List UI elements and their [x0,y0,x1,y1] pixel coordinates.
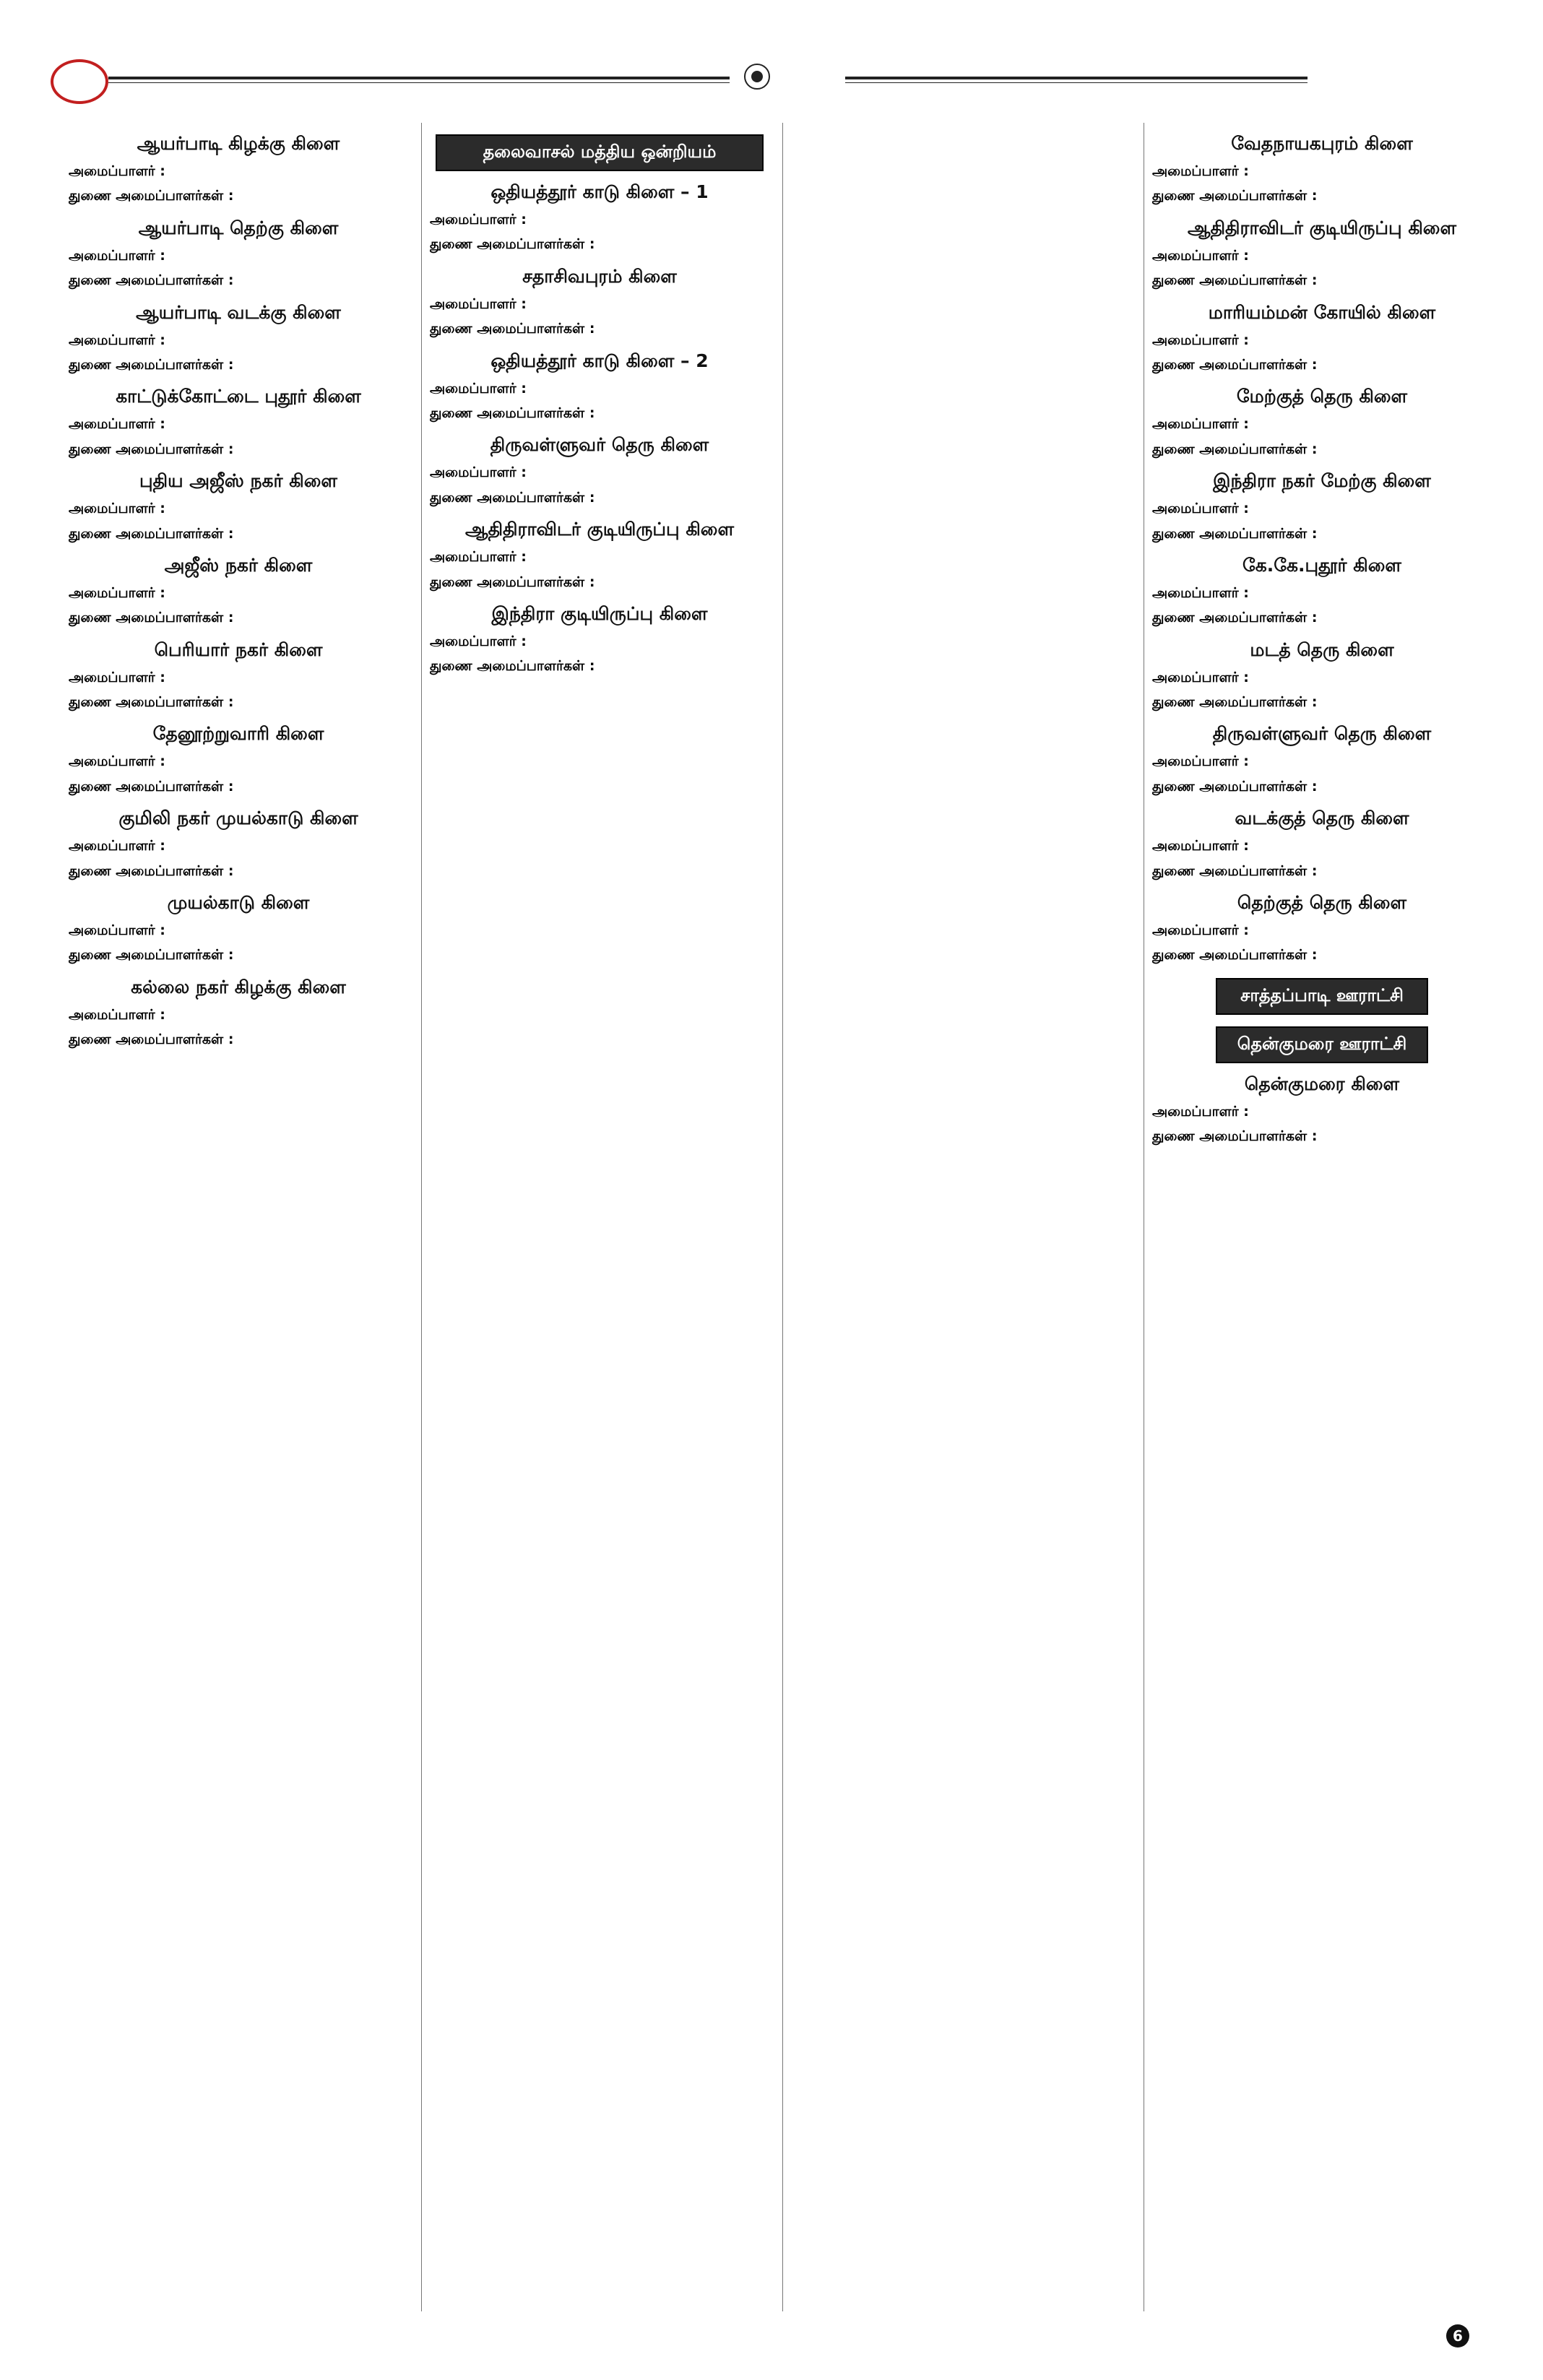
organizer-role-label: அமைப்பாளர் : [1152,838,1249,854]
section-heading-9: முயல்காடு கிளை [167,892,310,914]
organizer-line [1152,498,1492,519]
section-heading-2: ஆயர்பாடி வடக்கு கிளை [136,301,341,323]
deputy-role-label: துணை அமைப்பாளர்கள் : [430,489,595,506]
header-circle-ornament [51,59,108,104]
deputy-organizers-line [1152,607,1492,628]
deputy-role-label: துணை அமைப்பாளர்கள் : [1152,610,1318,626]
organizer-role-label: அமைப்பாளர் : [69,753,165,770]
panchayat-banner-0: சாத்தப்பாடி ஊராட்சி [1216,978,1428,1015]
union-banner: தலைவாசல் மத்திய ஒன்றியம் [436,134,764,171]
header-rule-left [108,77,730,79]
organizer-role-label: அமைப்பாளர் : [1152,416,1249,433]
organizer-role-label: அமைப்பாளர் : [69,1006,165,1023]
deputy-organizers-line [69,944,408,966]
deputy-role-label: துணை அமைப்பாளர்கள் : [430,236,595,253]
deputy-organizers-line [430,571,769,593]
organizer-role-label: அமைப்பாளர் : [69,584,165,601]
organizer-role-label: அமைப்பாளர் : [69,501,165,517]
organizer-line [1152,750,1492,772]
section-heading-0: ஒதியத்தூர் காடு கிளை – 1 [490,181,709,202]
organizer-line [69,1004,408,1026]
deputy-organizers-line [69,691,408,713]
section-heading-1: சதாசிவபுரம் கிளை [522,265,677,287]
deputy-organizers-line [1152,691,1492,713]
deputy-role-label: துணை அமைப்பாளர்கள் : [69,947,234,964]
deputy-role-label: துணை அமைப்பாளர்கள் : [430,658,595,675]
deputy-organizers-line [1152,269,1492,291]
deputy-organizers-line [69,607,408,628]
section-heading-6: பெரியார் நகர் கிளை [154,639,323,660]
organizer-role-label: அமைப்பாளர் : [1152,163,1249,179]
deputy-organizers-line [69,438,408,460]
organizer-line [1152,413,1492,435]
deputy-organizers-line [1152,185,1492,207]
deputy-role-label: துணை அமைப்பாளர்கள் : [430,321,595,337]
page-header [51,59,1488,88]
deputy-organizers-line [69,354,408,376]
organizer-role-label: அமைப்பாளர் : [69,332,165,348]
section-heading-10: கல்லை நகர் கிழக்கு கிளை [131,976,346,998]
organizer-role-label: அமைப்பாளர் : [430,295,527,312]
section-heading-2: மாரியம்மன் கோயில் கிளை [1208,301,1436,323]
section-heading-7: திருவள்ளுவர் தெரு கிளை [1212,723,1432,745]
deputy-role-label: துணை அமைப்பாளர்கள் : [69,1031,234,1048]
deputy-organizers-line [1152,523,1492,545]
organizer-role-label: அமைப்பாளர் : [1152,669,1249,685]
deputy-organizers-line [1152,776,1492,797]
deputy-role-label: துணை அமைப்பாளர்கள் : [1152,1128,1318,1145]
deputy-role-label: துணை அமைப்பாளர்கள் : [1152,272,1318,289]
organizer-line [69,329,408,351]
section-heading-4: இந்திரா நகர் மேற்கு கிளை [1213,470,1431,492]
deputy-organizers-line [430,655,769,677]
section-heading-9: தெற்குத் தெரு கிளை [1237,892,1407,914]
section-heading-5: இந்திரா குடியிருப்பு கிளை [491,602,708,624]
deputy-organizers-line [430,318,769,339]
deputy-organizers-line [430,402,769,424]
deputy-role-label: துணை அமைப்பாளர்கள் : [430,574,595,590]
section-heading-4: புதிய அஜீஸ் நகர் கிளை [139,470,337,492]
deputy-role-label: துணை அமைப்பாளர்கள் : [1152,525,1318,542]
organizer-line [69,582,408,604]
organizer-role-label: அமைப்பாளர் : [1152,501,1249,517]
column-3 [791,123,1131,2311]
deputy-role-label: துணை அமைப்பாளர்கள் : [69,272,234,289]
deputy-role-label: துணை அமைப்பாளர்கள் : [1152,188,1318,204]
organizer-line [430,209,769,230]
organizer-line [430,462,769,483]
organizer-line [430,631,769,652]
section-heading-0: வேதநாயகபுரம் கிளை [1231,133,1413,154]
deputy-role-label: துணை அமைப்பாளர்கள் : [69,694,234,711]
section-heading-6: மடத் தெரு கிளை [1250,639,1394,660]
organizer-role-label: அமைப்பாளர் : [1152,1103,1249,1120]
organizer-role-label: அமைப்பாளர் : [69,163,165,179]
organizer-role-label: அமைப்பாளர் : [1152,753,1249,770]
deputy-organizers-line [1152,860,1492,882]
organizer-role-label: அமைப்பாளர் : [69,922,165,939]
organizer-role-label: அமைப்பாளர் : [1152,247,1249,264]
deputy-organizers-line [69,269,408,291]
organizer-line [69,919,408,941]
organizer-role-label: அமைப்பாளர் : [430,212,527,228]
organizer-line [69,413,408,435]
organizer-role-label: அமைப்பாளர் : [69,416,165,433]
organizer-line [1152,329,1492,351]
section-heading-2: ஒதியத்தூர் காடு கிளை – 2 [490,350,709,371]
deputy-role-label: துணை அமைப்பாளர்கள் : [69,862,234,879]
section-heading-8: குமிலி நகர் முயல்காடு கிளை [118,808,358,829]
organizer-line [69,160,408,182]
organizer-line [1152,919,1492,941]
section-heading-5: அஜீஸ் நகர் கிளை [164,554,313,576]
section-heading-5: கே.கே.புதூர் கிளை [1242,554,1401,576]
organizer-line [1152,1101,1492,1122]
organizer-line [69,667,408,688]
section-heading-0: ஆயர்பாடி கிழக்கு கிளை [137,133,340,154]
organizer-line [1152,582,1492,604]
section-heading-tail: தென்குமரை கிளை [1244,1073,1400,1094]
deputy-organizers-line [1152,944,1492,966]
organizer-line [69,750,408,772]
deputy-role-label: துணை அமைப்பாளர்கள் : [1152,694,1318,711]
section-heading-8: வடக்குத் தெரு கிளை [1235,808,1409,829]
deputy-organizers-line [430,487,769,509]
organizer-role-label: அமைப்பாளர் : [69,838,165,854]
deputy-role-label: துணை அமைப்பாளர்கள் : [69,188,234,204]
party-emblem-icon [744,64,770,90]
deputy-organizers-line [430,233,769,255]
column-1 [69,123,408,2311]
deputy-organizers-line [69,1029,408,1050]
organizer-role-label: அமைப்பாளர் : [1152,584,1249,601]
organizer-line [1152,160,1492,182]
deputy-role-label: துணை அமைப்பாளர்கள் : [69,778,234,795]
deputy-organizers-line [69,860,408,882]
section-heading-7: தேனூற்றுவாரி கிளை [152,723,324,745]
deputy-role-label: துணை அமைப்பாளர்கள் : [69,356,234,373]
deputy-role-label: துணை அமைப்பாளர்கள் : [1152,947,1318,964]
organizer-role-label: அமைப்பாளர் : [430,380,527,397]
section-heading-3: மேற்குத் தெரு கிளை [1236,386,1408,407]
header-rule-right [845,77,1308,79]
deputy-role-label: துணை அமைப்பாளர்கள் : [69,525,234,542]
organizer-line [69,498,408,519]
section-heading-4: ஆதிதிராவிடர் குடியிருப்பு கிளை [464,519,735,540]
organizer-line [430,293,769,315]
panchayat-banner-1: தென்குமரை ஊராட்சி [1216,1026,1428,1063]
page-number: 6 [1446,2324,1469,2347]
organizer-line [1152,667,1492,688]
organizer-role-label: அமைப்பாளர் : [1152,922,1249,939]
deputy-organizers-line [1152,354,1492,376]
deputy-organizers-line [69,776,408,797]
deputy-role-label: துணை அமைப்பாளர்கள் : [1152,778,1318,795]
organizer-role-label: அமைப்பாளர் : [69,247,165,264]
section-heading-1: ஆயர்பாடி தெற்கு கிளை [138,217,339,238]
organizer-line [69,835,408,857]
organizer-role-label: அமைப்பாளர் : [430,633,527,649]
header-rule-right-thin [845,82,1308,83]
organizer-line [1152,835,1492,857]
column-4 [1152,123,1492,2311]
section-heading-3: திருவள்ளுவர் தெரு கிளை [490,434,709,456]
organizer-role-label: அமைப்பாளர் : [430,549,527,566]
deputy-organizers-line [69,523,408,545]
deputy-role-label: துணை அமைப்பாளர்கள் : [1152,356,1318,373]
header-rule-left-thin [108,82,730,83]
deputy-organizers-line [1152,438,1492,460]
organizer-line [430,378,769,399]
deputy-role-label: துணை அமைப்பாளர்கள் : [1152,862,1318,879]
deputy-role-label: துணை அமைப்பாளர்கள் : [69,441,234,457]
deputy-organizers-line [1152,1125,1492,1147]
deputy-role-label: துணை அமைப்பாளர்கள் : [1152,441,1318,457]
deputy-organizers-line [69,185,408,207]
organizer-role-label: அமைப்பாளர் : [1152,332,1249,348]
organizer-line [430,546,769,568]
section-heading-1: ஆதிதிராவிடர் குடியிருப்பு கிளை [1187,217,1457,238]
section-heading-3: காட்டுக்கோட்டை புதூர் கிளை [116,386,361,407]
column-2 [430,123,769,2311]
organizer-line [1152,245,1492,267]
deputy-role-label: துணை அமைப்பாளர்கள் : [430,404,595,421]
organizer-role-label: அமைப்பாளர் : [69,669,165,685]
organizer-line [69,245,408,267]
article-columns [69,123,1492,2311]
deputy-role-label: துணை அமைப்பாளர்கள் : [69,610,234,626]
organizer-role-label: அமைப்பாளர் : [430,464,527,481]
